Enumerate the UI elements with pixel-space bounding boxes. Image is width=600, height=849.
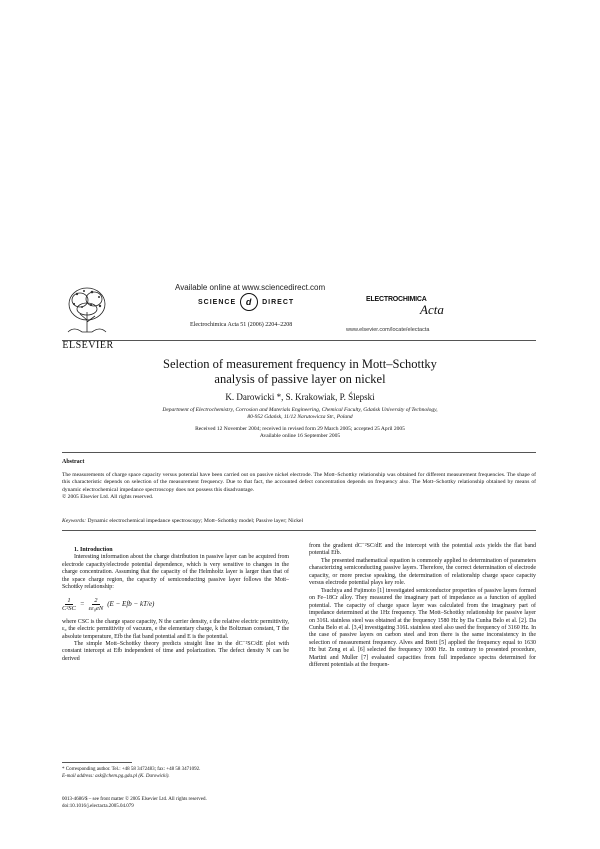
journal-acta-mark: Acta [420,302,444,317]
article-dates: Received 12 November 2004; received in revised form 29 March 2005; accepted 25 April 2005 Available online 16 September 2005 [195,426,405,439]
intro-paragraph-2: where CSC is the charge space capacity, N the carrier density, ε the relative electric permittivity, ε₀ the electric permittivity of vacuum, e the elementary charge, k the Boltzman constant, T the absolute temperature, Efb the flat band potential and E is the potential. [62,618,289,640]
right-column [309,543,536,670]
intro-paragraph-1: Interesting information about the charge distribution in passive layer can be acquired from electrode capacity/electrode potential dependence, which is very sensitive to changes in the charge concentration. Assuming that the capacity of the Helmholtz layer is larger than that of the space charge region, the capacity of semiconducting passive layer follows the Mott–Schottky relationship: [62,554,289,591]
abstract-body: The measurements of charge space capacity versus potential have been carried out on passive nickel electrode. The Mott–Schottky relationship was obtained for different measurement frequencies. The shape of this characteristic depends on selection of the measurement frequency. Due to that fact, the accounted defect concentration depends on frequency also. The Mott–Schottky relationship obtained by means of dynamic electrochemical impedance spectroscopy does not possess this disadvantage. © 2005 Elsevier Ltd. All rights reserved. [62,472,536,501]
footnotes [62,767,289,780]
abstract-bottom-rule [62,530,536,531]
sd-left-text: SCIENCE [198,298,237,306]
email-note: E-mail address: ask@chem.pg.gda.pl (K. Darowicki). [62,773,170,779]
keywords-list: Dynamic electrochemical impedance spectroscopy; Mott–Schottky model; Passive layer; Nickel [87,518,304,524]
issn-line: 0013-4686/$ – see front matter © 2005 Elsevier Ltd. All rights reserved. [62,797,207,802]
keywords [62,518,536,524]
article-title: Selection of measurement frequency in Mott–Schottky analysis of passive layer on nickel [163,357,437,386]
footnote-rule [62,762,132,763]
journal-citation: Electrochimica Acta 51 (2006) 2204–2208 [190,322,293,328]
elsevier-tree-logo [62,282,112,340]
abstract-copyright: © 2005 Elsevier Ltd. All rights reserved. [62,494,154,501]
abstract-heading: Abstract [62,459,85,465]
sd-right-text: DIRECT [262,298,295,306]
available-online-text: Available online at www.sciencedirect.com [175,283,326,292]
sd-circle-icon: d [240,293,258,311]
authors: K. Darowicki *, S. Krakowiak, P. Ślepski [225,392,375,402]
abstract-top-rule [62,452,536,453]
header-rule [62,340,536,341]
journal-url: www.elsevier.com/locate/electacta [346,327,430,333]
corresponding-author-note: * Corresponding author. Tel.: +48 58 3472483; fax: +48 58 3471092. [62,767,201,772]
mott-schottky-equation: $\frac{1}{\text{C²SC}}$ = $\frac{2}{\text{εε₀eN}}$ (E − Efb − kT/e) [62,596,155,613]
left-column [62,547,289,663]
journal-name: ELECTROCHIMICA [366,296,427,303]
right-paragraph-1: from the gradient dC⁻²SC/dE and the intercept with the potential axis yields the flat band potential Efb. [309,543,536,557]
keywords-label: Keywords: [62,518,87,524]
doi-line: doi:10.1016/j.electacta.2005.04.079 [62,803,134,809]
sciencedirect-logo [198,293,294,311]
intro-paragraph-3: The simple Mott–Schottky theory predicts straight line in the dC⁻²SC/dE plot with constant intercept at Efb independent of time and polarization. The defect density N can be derived [62,640,289,662]
right-paragraph-3: Tsuchiya and Fujimoto [1] investigated semiconductor properties of passive layers formed on Fe–18Cr alloy. They measured the imaginary part of impedance as a function of applied potential. The capacity of charge space layer was calculated from the imaginary part of impedance determined at the 1Hz frequency. The Mott–Schottky relationship for passive layer on 316L stainless steel was obtained at the frequency 1580 Hz by Da Cunha Belo et al. [2]. Da Cunha Belo et al. [3,4] investigating 316L stainless steel also used the frequency of 3160 Hz. In the case of passive layers on carbon steel and iron there is the same inconsistency in the selection of measurement frequency. Alves and Brett [5] applied the frequency equal to 1630 Hz but Zeng et al. [6] selected the frequency 1000 Hz. In contrary to presented procedure, Martini and Muller [7] evaluated capacities from full impedance spectra determined for different potentials at the frequen- [309,587,536,669]
publisher-name: ELSEVIER [62,340,114,351]
section-heading-introduction: 1. Introduction [74,547,113,553]
affiliation: Department of Electrochemistry, Corrosion and Materials Engineering, Chemical Faculty, Gdańsk University of Technology, 80-952 Gdańsk, 11/12 Narutowicza Str., Poland [162,407,438,420]
right-paragraph-2: The presented mathematical equation is commonly applied to determination of parameters characterizing semiconducting passive layers. Therefore, the correct determination of electrode capacity, or more precise speaking, the determination of relationship charge space capacity versus electrode potential plays key role. [309,557,536,587]
publication-info [62,797,289,810]
